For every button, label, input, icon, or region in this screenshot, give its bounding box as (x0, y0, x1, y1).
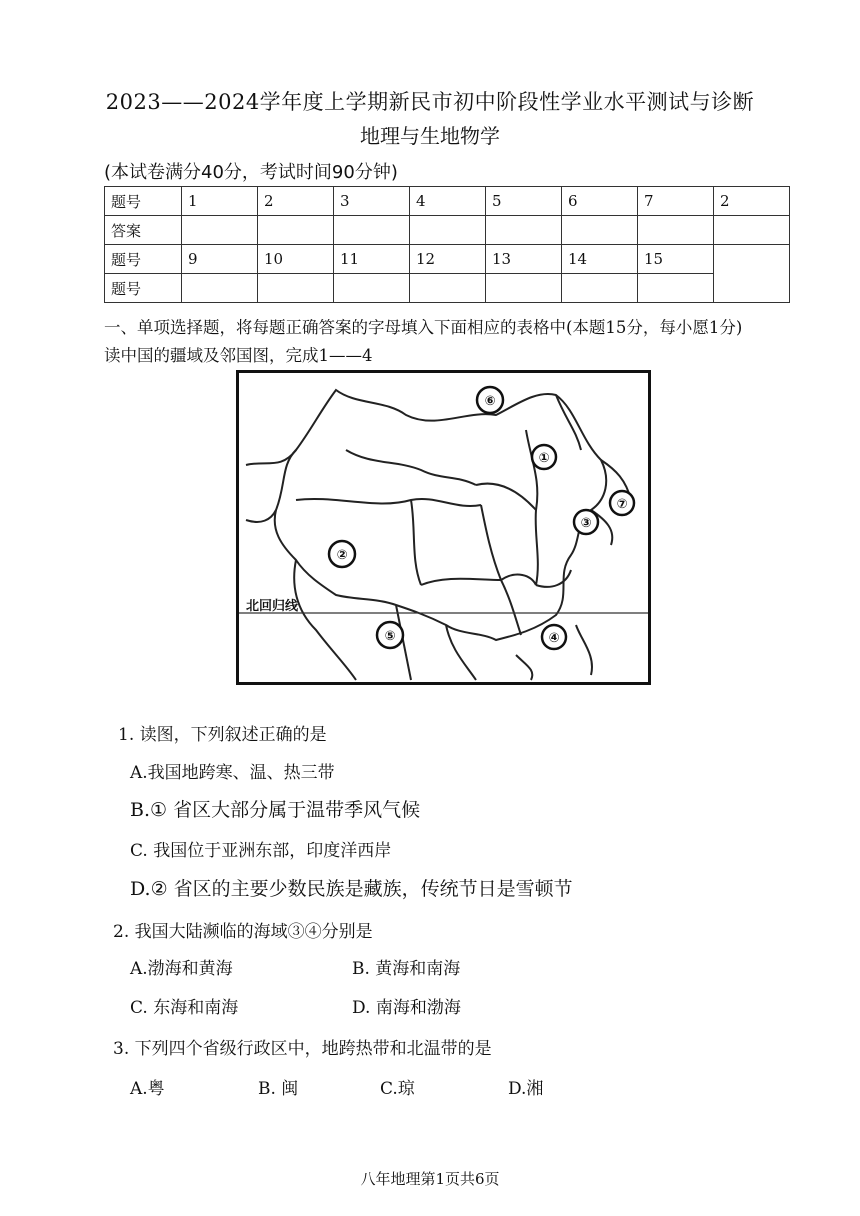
table-cell: 7 (638, 187, 714, 216)
option-b[interactable]: B. 闽 (258, 1079, 299, 1099)
answer-cell[interactable] (486, 216, 562, 245)
answer-cell[interactable] (562, 216, 638, 245)
marker-5: ⑤ (384, 629, 396, 644)
answer-cell[interactable] (410, 274, 486, 303)
answer-cell[interactable] (638, 274, 714, 303)
table-header-cell: 答案 (105, 216, 182, 245)
question-stem: 2. 我国大陆濒临的海域③④分别是 (113, 922, 373, 942)
marker-4: ④ (548, 631, 560, 646)
marker-6: ⑥ (484, 394, 496, 409)
question-stem: 1. 读图，下列叙述正确的是 (118, 725, 327, 745)
marker-3: ③ (580, 516, 592, 531)
answer-cell[interactable] (562, 274, 638, 303)
option-c[interactable]: C.琼 (380, 1079, 415, 1099)
marker-2: ② (336, 548, 348, 563)
answer-cell[interactable] (638, 216, 714, 245)
option-d[interactable]: D.湘 (508, 1079, 544, 1099)
section-heading: 一、单项选择题，将每题正确答案的字母填入下面相应的表格中(本题15分，每小愿1分) (104, 318, 743, 337)
china-map (236, 370, 651, 685)
table-cell (714, 245, 790, 303)
answer-cell[interactable] (486, 274, 562, 303)
table-cell: 10 (258, 245, 334, 274)
table-cell: 5 (486, 187, 562, 216)
exam-note: (本试卷满分40分，考试时间90分钟) (104, 162, 398, 183)
option-c[interactable]: C. 我国位于亚洲东部，印度洋西岸 (130, 841, 392, 861)
option-b[interactable]: B.① 省区大部分属于温带季风气候 (130, 799, 421, 821)
table-row (105, 274, 790, 303)
exam-subtitle: 地理与生地物学 (360, 124, 500, 148)
answer-cell[interactable] (182, 216, 258, 245)
question-stem: 3. 下列四个省级行政区中，地跨热带和北温带的是 (113, 1039, 492, 1059)
table-cell: 13 (486, 245, 562, 274)
table-cell: 2 (714, 187, 790, 216)
answer-cell[interactable] (182, 274, 258, 303)
table-cell: 3 (334, 187, 410, 216)
table-header-cell: 题号 (105, 274, 182, 303)
option-a[interactable]: A.粤 (130, 1079, 165, 1099)
answer-cell[interactable] (714, 216, 790, 245)
answer-cell[interactable] (410, 216, 486, 245)
table-cell: 9 (182, 245, 258, 274)
table-cell: 2 (258, 187, 334, 216)
table-header-cell: 题号 (105, 245, 182, 274)
tropic-label: 北回归线 (246, 599, 299, 614)
table-cell: 12 (410, 245, 486, 274)
option-b[interactable]: B. 黄海和南海 (352, 959, 461, 979)
table-cell: 14 (562, 245, 638, 274)
option-c[interactable]: C. 东海和南海 (130, 998, 239, 1018)
table-row (105, 245, 790, 274)
exam-title: 2023——2024学年度上学期新民市初中阶段性学业水平测试与诊断 (105, 90, 755, 114)
answer-cell[interactable] (334, 216, 410, 245)
table-header-cell: 题号 (105, 187, 182, 216)
answer-cell[interactable] (258, 274, 334, 303)
answer-table (104, 186, 790, 303)
option-a[interactable]: A.渤海和黄海 (130, 959, 233, 979)
marker-1: ① (538, 451, 550, 466)
option-a[interactable]: A.我国地跨寒、温、热三带 (130, 763, 335, 783)
table-row (105, 216, 790, 245)
marker-7: ⑦ (616, 497, 628, 512)
map-intro: 读中国的疆域及邻国图，完成1——4 (104, 346, 373, 365)
page-footer: 八年地理第1页共6页 (360, 1170, 500, 1188)
table-cell: 4 (410, 187, 486, 216)
table-row (105, 187, 790, 216)
table-cell: 1 (182, 187, 258, 216)
option-d[interactable]: D. 南海和渤海 (352, 998, 461, 1018)
option-d[interactable]: D.② 省区的主要少数民族是藏族，传统节日是雪顿节 (130, 878, 573, 900)
table-cell: 15 (638, 245, 714, 274)
table-cell: 11 (334, 245, 410, 274)
answer-cell[interactable] (334, 274, 410, 303)
table-cell: 6 (562, 187, 638, 216)
answer-cell[interactable] (258, 216, 334, 245)
